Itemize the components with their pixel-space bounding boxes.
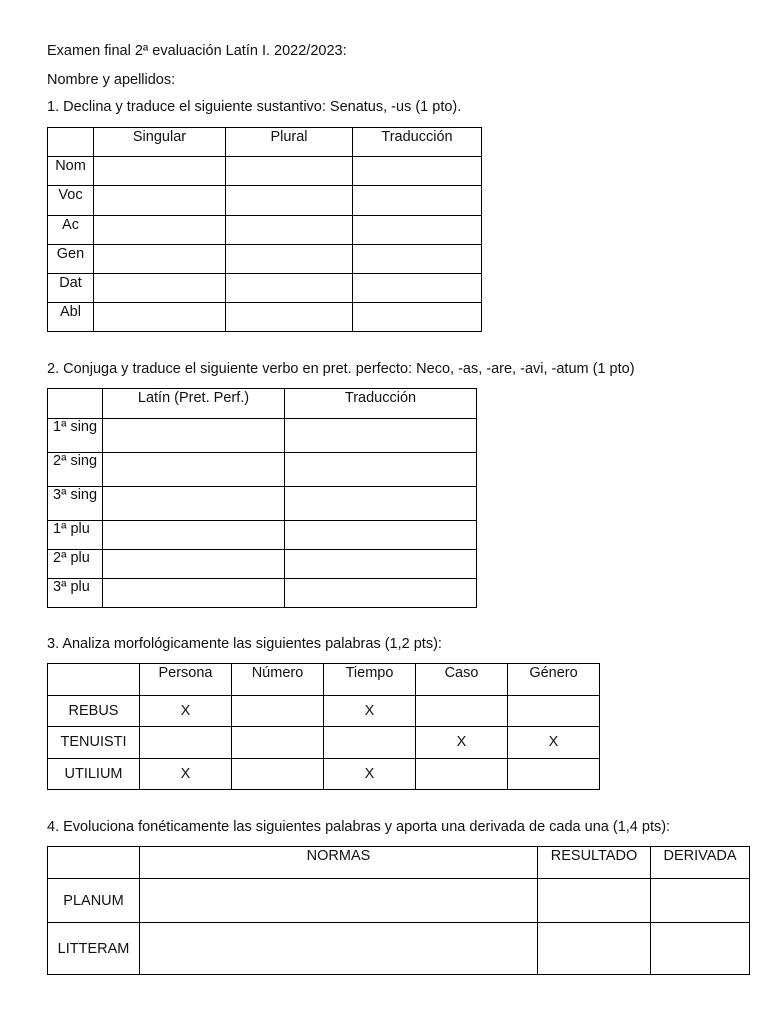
answer-cell[interactable] — [226, 157, 353, 186]
q2-prompt: 2. Conjuga y traduce el siguiente verbo en pret. perfecto: Neco, -as, -are, -avi, -atum (1 pto) — [47, 361, 635, 377]
table-header-row — [48, 664, 600, 696]
row-label: 1ª sing — [48, 419, 103, 453]
answer-cell[interactable] — [140, 879, 538, 923]
answer-cell[interactable] — [285, 521, 477, 550]
table-header-cell: Singular — [94, 128, 226, 157]
table-row — [48, 216, 482, 245]
mark-cell[interactable]: X — [140, 759, 232, 790]
table-header-cell: Tiempo — [324, 664, 416, 696]
mark-cell[interactable] — [416, 759, 508, 790]
answer-cell[interactable] — [94, 216, 226, 245]
row-label: UTILIUM — [48, 759, 140, 790]
row-label: Abl — [48, 303, 94, 332]
exam-title: Examen final 2ª evaluación Latín I. 2022/2023: — [47, 43, 347, 59]
row-label: Dat — [48, 274, 94, 303]
answer-cell[interactable] — [140, 923, 538, 975]
q1-prompt: 1. Declina y traduce el siguiente sustantivo: Senatus, -us (1 pto). — [47, 99, 462, 115]
table-row — [48, 274, 482, 303]
q4-prompt: 4. Evoluciona fonéticamente las siguientes palabras y aporta una derivada de cada una (1,4 pts): — [47, 819, 671, 835]
table-row — [48, 157, 482, 186]
answer-cell[interactable] — [94, 245, 226, 274]
answer-cell[interactable] — [353, 157, 482, 186]
answer-cell[interactable] — [226, 303, 353, 332]
table-row — [48, 453, 477, 487]
mark-cell[interactable]: X — [324, 696, 416, 727]
row-label: 2ª plu — [48, 550, 103, 579]
table-header-cell — [48, 128, 94, 157]
table-header-cell: Traducción — [353, 128, 482, 157]
table-row — [48, 879, 750, 923]
answer-cell[interactable] — [651, 923, 750, 975]
phonetics-table — [47, 846, 750, 975]
table-row — [48, 727, 600, 759]
answer-cell[interactable] — [103, 487, 285, 521]
answer-cell[interactable] — [353, 274, 482, 303]
mark-cell[interactable] — [416, 696, 508, 727]
answer-cell[interactable] — [103, 521, 285, 550]
answer-cell[interactable] — [94, 186, 226, 216]
answer-cell[interactable] — [103, 419, 285, 453]
table-header-cell: Traducción — [285, 389, 477, 419]
mark-cell[interactable] — [232, 759, 324, 790]
table-row — [48, 550, 477, 579]
row-label: PLANUM — [48, 879, 140, 923]
mark-cell[interactable] — [508, 759, 600, 790]
row-label: Voc — [48, 186, 94, 216]
mark-cell[interactable] — [232, 727, 324, 759]
table-header-row — [48, 847, 750, 879]
table-header-cell: Número — [232, 664, 324, 696]
q3-prompt: 3. Analiza morfológicamente las siguientes palabras (1,2 pts): — [47, 636, 442, 652]
table-header-cell — [48, 389, 103, 419]
answer-cell[interactable] — [538, 923, 651, 975]
answer-cell[interactable] — [103, 579, 285, 608]
row-label: 3ª sing — [48, 487, 103, 521]
answer-cell[interactable] — [353, 303, 482, 332]
mark-cell[interactable]: X — [508, 727, 600, 759]
row-label: 3ª plu — [48, 579, 103, 608]
row-label: TENUISTI — [48, 727, 140, 759]
answer-cell[interactable] — [103, 453, 285, 487]
answer-cell[interactable] — [353, 216, 482, 245]
table-header-cell: DERIVADA — [651, 847, 750, 879]
row-label: LITTERAM — [48, 923, 140, 975]
table-header-cell: NORMAS — [140, 847, 538, 879]
table-row — [48, 579, 477, 608]
table-header-cell: Género — [508, 664, 600, 696]
table-header-cell: Latín (Pret. Perf.) — [103, 389, 285, 419]
table-header-cell: Caso — [416, 664, 508, 696]
answer-cell[interactable] — [353, 245, 482, 274]
row-label: REBUS — [48, 696, 140, 727]
table-row — [48, 186, 482, 216]
table-header-row — [48, 128, 482, 157]
table-row — [48, 419, 477, 453]
table-header-cell: Plural — [226, 128, 353, 157]
answer-cell[interactable] — [353, 186, 482, 216]
answer-cell[interactable] — [226, 216, 353, 245]
morphology-table — [47, 663, 600, 790]
answer-cell[interactable] — [285, 419, 477, 453]
answer-cell[interactable] — [285, 579, 477, 608]
answer-cell[interactable] — [285, 550, 477, 579]
answer-cell[interactable] — [103, 550, 285, 579]
table-row — [48, 521, 477, 550]
mark-cell[interactable] — [324, 727, 416, 759]
conjugation-table — [47, 388, 477, 608]
answer-cell[interactable] — [651, 879, 750, 923]
table-header-cell — [48, 847, 140, 879]
table-header-cell — [48, 664, 140, 696]
answer-cell[interactable] — [94, 274, 226, 303]
table-row — [48, 923, 750, 975]
answer-cell[interactable] — [94, 157, 226, 186]
table-row — [48, 303, 482, 332]
table-header-cell: RESULTADO — [538, 847, 651, 879]
mark-cell[interactable]: X — [324, 759, 416, 790]
table-row — [48, 245, 482, 274]
mark-cell[interactable]: X — [140, 696, 232, 727]
mark-cell[interactable] — [232, 696, 324, 727]
row-label: 2ª sing — [48, 453, 103, 487]
table-header-row — [48, 389, 477, 419]
table-row — [48, 759, 600, 790]
answer-cell[interactable] — [285, 487, 477, 521]
row-label: Ac — [48, 216, 94, 245]
row-label: Gen — [48, 245, 94, 274]
answer-cell[interactable] — [94, 303, 226, 332]
answer-cell[interactable] — [538, 879, 651, 923]
row-label: Nom — [48, 157, 94, 186]
table-header-cell: Persona — [140, 664, 232, 696]
mark-cell[interactable] — [508, 696, 600, 727]
table-row — [48, 487, 477, 521]
declension-table — [47, 127, 482, 332]
mark-cell[interactable]: X — [416, 727, 508, 759]
mark-cell[interactable] — [140, 727, 232, 759]
row-label: 1ª plu — [48, 521, 103, 550]
table-row — [48, 696, 600, 727]
answer-cell[interactable] — [226, 274, 353, 303]
answer-cell[interactable] — [226, 186, 353, 216]
answer-cell[interactable] — [285, 453, 477, 487]
name-line: Nombre y apellidos: — [47, 72, 176, 88]
answer-cell[interactable] — [226, 245, 353, 274]
